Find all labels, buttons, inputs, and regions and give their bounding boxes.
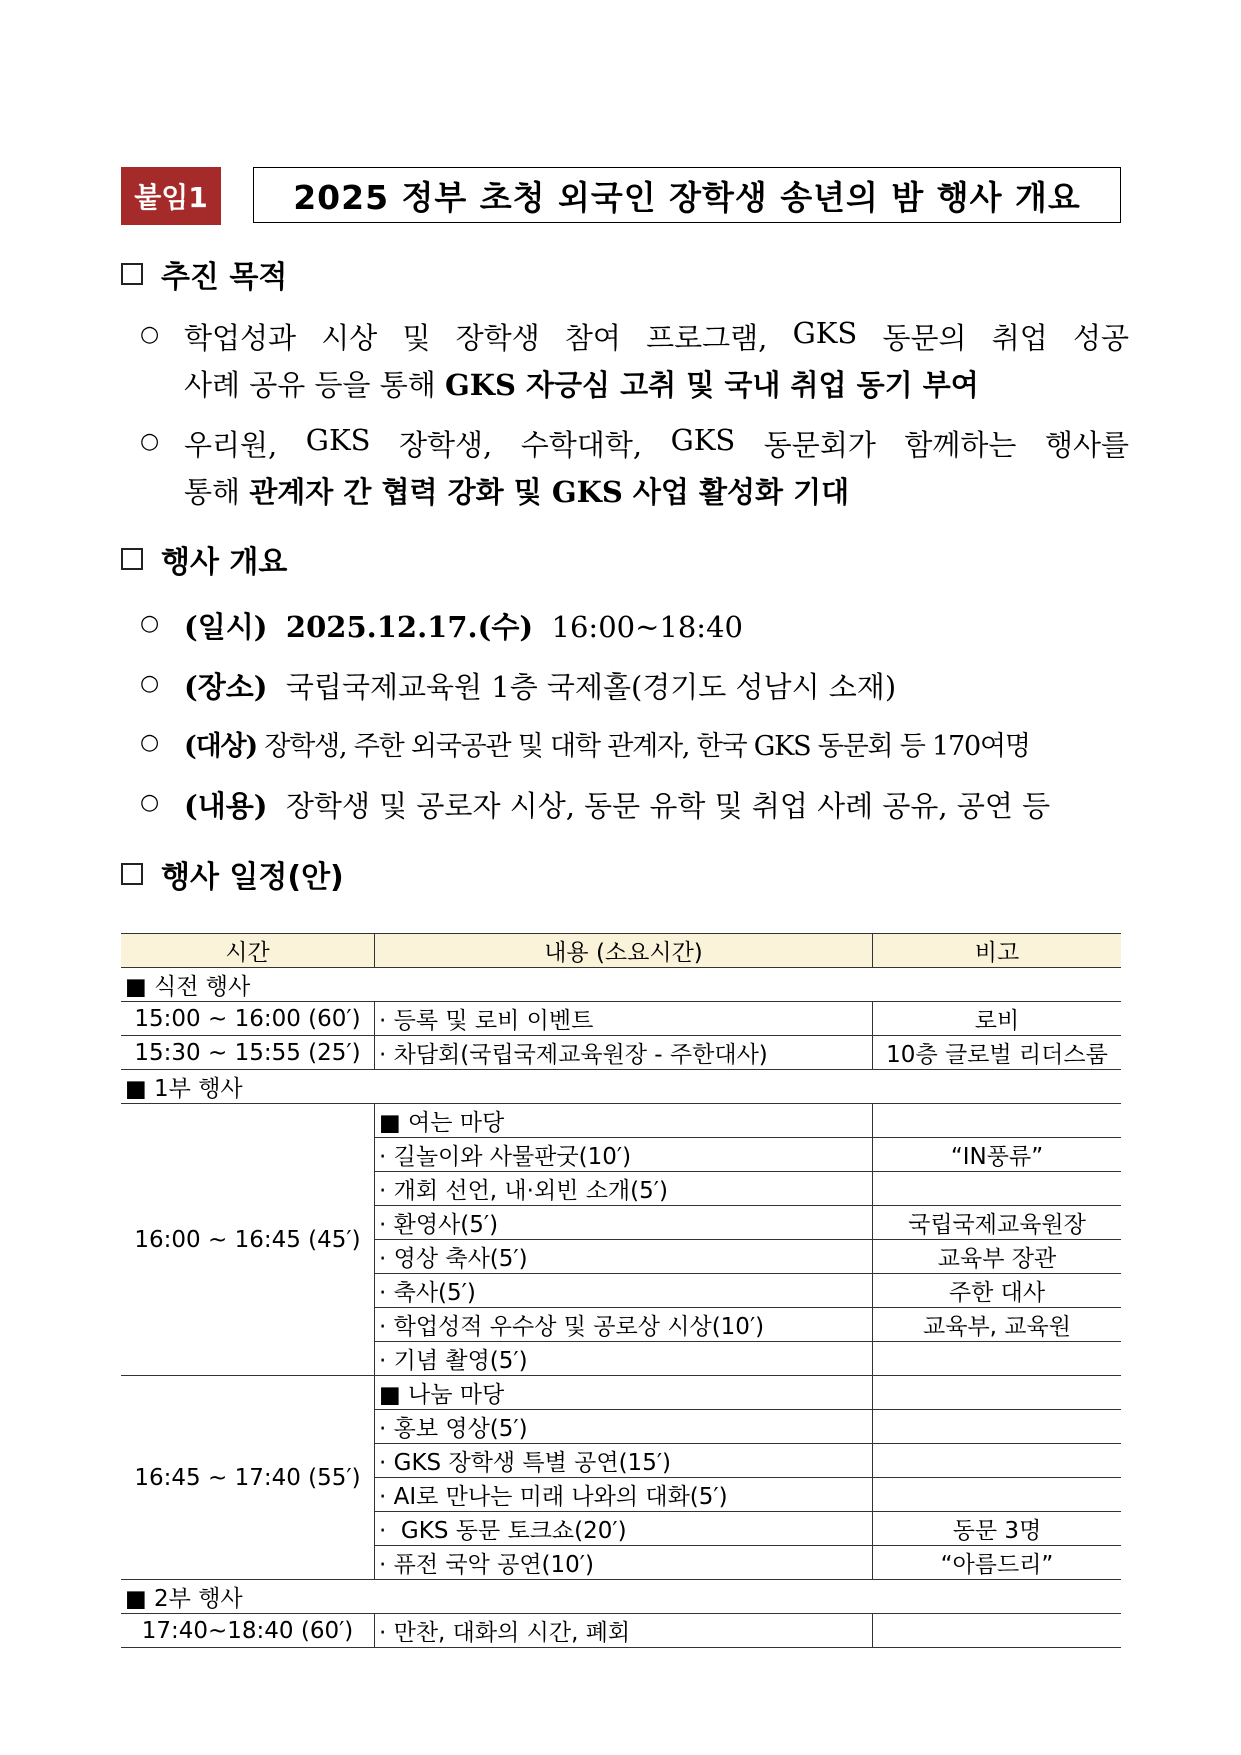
checkbox-square-icon [121, 548, 143, 570]
table-row [121, 1104, 1121, 1138]
bullet-emphasis: GKS 자긍심 고취 및 국내 취업 동기 부여 [445, 368, 979, 402]
attachment-tag: 붙임1 [121, 167, 221, 225]
content-cell: · GKS 장학생 특별 공연(15′) [375, 1444, 873, 1478]
content-cell: · 퓨전 국악 공연(10′) [375, 1546, 873, 1580]
note-cell [873, 1172, 1122, 1206]
circle-bullet-icon: ○ [140, 730, 160, 755]
note-cell: 교육부, 교육원 [873, 1308, 1122, 1342]
table-row [121, 1002, 1121, 1036]
overview-label: (장소) [184, 670, 268, 704]
schedule-table [121, 933, 1121, 1648]
content-cell: · 환영사(5′) [375, 1206, 873, 1240]
note-cell: 교육부 장관 [873, 1240, 1122, 1274]
note-cell: “아름드리” [873, 1546, 1122, 1580]
section-label-part2: ■ 2부 행사 [121, 1580, 1121, 1614]
column-header-time: 시간 [121, 934, 375, 968]
note-cell [873, 1410, 1122, 1444]
bullet-word: 프로그램, [646, 321, 768, 355]
event-content: 장학생 및 공로자 시상, 동문 유학 및 취업 사례 공유, 공연 등 [285, 789, 1051, 823]
bullet-line [184, 724, 1030, 763]
overview-label: (일시) [184, 610, 268, 644]
note-cell: 동문 3명 [873, 1512, 1122, 1546]
note-cell: “IN풍류” [873, 1138, 1122, 1172]
note-cell: 로비 [873, 1002, 1122, 1036]
event-place: 국립국제교육원 1층 국제홀(경기도 성남시 소재) [285, 670, 897, 704]
bullet-line [184, 316, 1129, 357]
bullet-word: 우리원, [184, 428, 278, 462]
section-heading-overview [121, 537, 287, 581]
note-cell: 주한 대사 [873, 1274, 1122, 1308]
note-cell [873, 1614, 1122, 1648]
bullet-word: 함께하는 [904, 428, 1017, 462]
bullet-word: 학업성과 [184, 321, 297, 355]
bullet-word: 참여 [564, 321, 621, 355]
bullet-emphasis: 관계자 간 협력 강화 및 GKS 사업 활성화 기대 [249, 475, 850, 509]
bullet-line [184, 470, 849, 511]
content-cell: · 차담회(국립국제교육원장 - 주한대사) [375, 1036, 873, 1070]
section-title: 행사 일정(안) [161, 860, 344, 895]
document-title-row [121, 167, 1121, 225]
event-date: 2025.12.17.(수) [285, 610, 534, 644]
bullet-word: 성공 [1072, 321, 1129, 355]
circle-bullet-icon: ○ [140, 790, 160, 815]
bullet-line [184, 605, 743, 646]
content-cell: ■ 여는 마당 [375, 1104, 873, 1138]
circle-bullet-icon: ○ [140, 429, 160, 454]
overview-label: (대상) [184, 731, 257, 762]
content-cell: · AI로 만나는 미래 나와의 대화(5′) [375, 1478, 873, 1512]
note-cell: 국립국제교육원장 [873, 1206, 1122, 1240]
bullet-line [184, 363, 979, 404]
checkbox-square-icon [121, 263, 143, 285]
note-cell [873, 1376, 1122, 1410]
content-cell: · 홍보 영상(5′) [375, 1410, 873, 1444]
content-cell: · 영상 축사(5′) [375, 1240, 873, 1274]
content-cell: · 개회 선언, 내·외빈 소개(5′) [375, 1172, 873, 1206]
time-cell: 16:45 ~ 17:40 (55′) [121, 1376, 375, 1580]
purpose-bullet-2 [140, 423, 1130, 513]
bullet-word: 취업 [991, 321, 1048, 355]
overview-content [140, 784, 1130, 824]
column-header-content: 내용 (소요시간) [375, 934, 873, 968]
table-row [121, 1614, 1121, 1648]
content-cell: · GKS 동문 토크쇼(20′) [375, 1512, 873, 1546]
section-title: 행사 개요 [161, 545, 288, 580]
table-header-row [121, 934, 1121, 968]
section-heading-schedule [121, 852, 344, 896]
checkbox-square-icon [121, 863, 143, 885]
bullet-text: 통해 [184, 475, 250, 509]
circle-bullet-icon: ○ [140, 671, 160, 696]
bullet-word: 동문회가 [763, 428, 876, 462]
circle-bullet-icon: ○ [140, 611, 160, 636]
time-cell: 16:00 ~ 16:45 (45′) [121, 1104, 375, 1376]
content-cell: · 학업성적 우수상 및 공로상 시상(10′) [375, 1308, 873, 1342]
content-cell: · 등록 및 로비 이벤트 [375, 1002, 873, 1036]
overview-date [140, 605, 1130, 645]
bullet-word: GKS [792, 316, 858, 350]
note-cell [873, 1478, 1122, 1512]
note-cell [873, 1342, 1122, 1376]
overview-place [140, 665, 1130, 705]
section-title: 추진 목적 [161, 260, 288, 295]
bullet-line [184, 784, 1050, 825]
note-cell [873, 1104, 1122, 1138]
note-cell: 10층 글로벌 리더스룸 [873, 1036, 1122, 1070]
table-row [121, 1036, 1121, 1070]
bullet-word: 장학생, [399, 428, 493, 462]
event-time: 16:00~18:40 [551, 610, 743, 644]
note-cell [873, 1444, 1122, 1478]
purpose-bullet-1 [140, 316, 1130, 406]
content-cell: · 길놀이와 사물판굿(10′) [375, 1138, 873, 1172]
bullet-line [184, 423, 1129, 464]
table-section-row [121, 1070, 1121, 1104]
section-heading-purpose [121, 252, 287, 296]
content-cell: · 축사(5′) [375, 1274, 873, 1308]
table-row [121, 1376, 1121, 1410]
bullet-text: 사례 공유 등을 통해 [184, 368, 445, 402]
time-cell: 17:40~18:40 (60′) [121, 1614, 375, 1648]
content-cell: ■ 나눔 마당 [375, 1376, 873, 1410]
time-cell: 15:00 ~ 16:00 (60′) [121, 1002, 375, 1036]
overview-target [140, 724, 1130, 764]
circle-bullet-icon: ○ [140, 322, 160, 347]
bullet-line [184, 665, 896, 706]
content-cell: · 기념 촬영(5′) [375, 1342, 873, 1376]
document-title: 2025 정부 초청 외국인 장학생 송년의 밤 행사 개요 [253, 167, 1121, 223]
bullet-word: GKS [670, 423, 736, 457]
bullet-word: 동문의 [882, 321, 967, 355]
bullet-word: 행사를 [1044, 428, 1129, 462]
bullet-word: 및 [402, 321, 431, 355]
bullet-word: GKS [305, 423, 371, 457]
column-header-note: 비고 [873, 934, 1122, 968]
section-label-pre: ■ 식전 행사 [121, 968, 1121, 1002]
event-target: 장학생, 주한 외국공관 및 대학 관계자, 한국 GKS 동문회 등 170여명 [264, 731, 1030, 762]
table-section-row [121, 1580, 1121, 1614]
table-section-row [121, 968, 1121, 1002]
bullet-word: 시상 [321, 321, 378, 355]
section-label-part1: ■ 1부 행사 [121, 1070, 1121, 1104]
time-cell: 15:30 ~ 15:55 (25′) [121, 1036, 375, 1070]
bullet-word: 수학대학, [520, 428, 643, 462]
bullet-word: 장학생 [455, 321, 540, 355]
content-cell: · 만찬, 대화의 시간, 폐회 [375, 1614, 873, 1648]
overview-label: (내용) [184, 789, 268, 823]
